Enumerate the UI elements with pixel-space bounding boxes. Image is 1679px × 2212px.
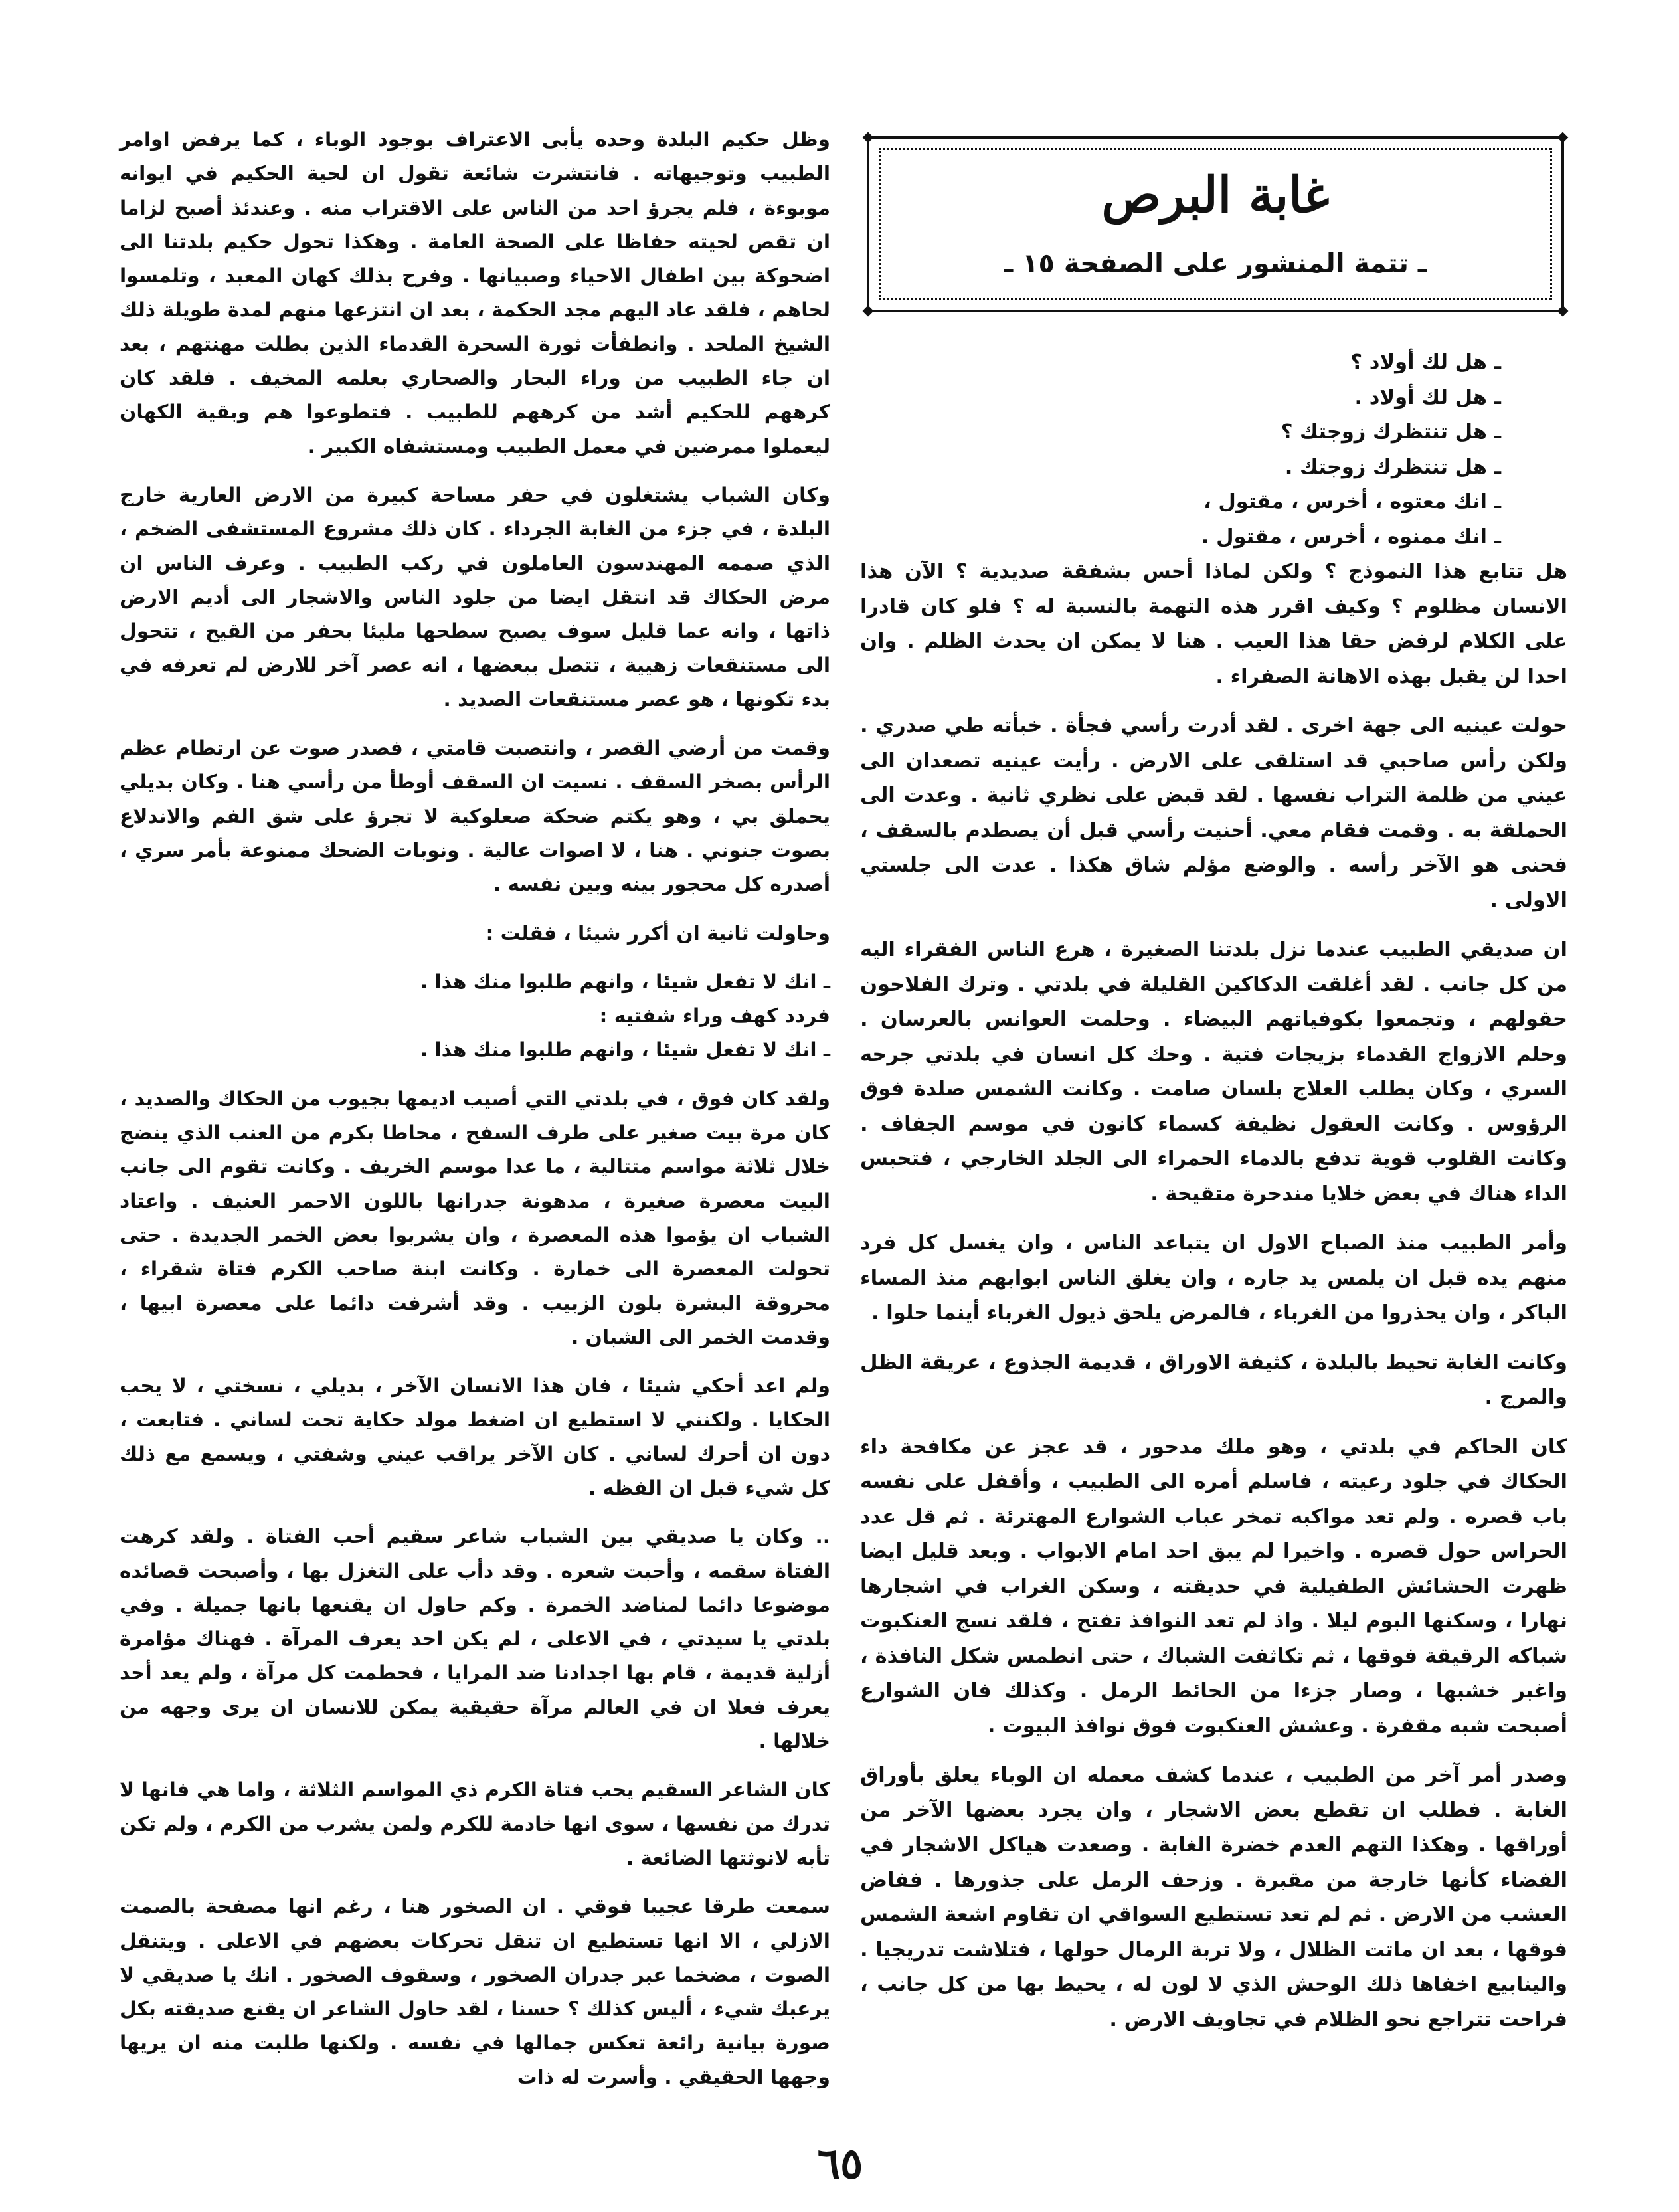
frame-corner-ornament: [1557, 132, 1569, 143]
body-paragraph: وحاولت ثانية ان أكرر شيئا ، فقلت :: [486, 921, 830, 945]
body-paragraph: كان الشاعر السقيم يحب فتاة الكرم ذي المواسم الثلاثة ، واما هي فانها لا تدرك من نفسها ، سوى انها خادمة للكرم ولمن يشرب من الكرم ، ولم تكن تأبه لانوثتها الضائعة .: [120, 1778, 830, 1870]
body-paragraph: وظل حكيم البلدة وحده يأبى الاعتراف بوجود الوباء ، كما يرفض اوامر الطبيب وتوجيهاته . فانتشرت شائعة تقول ان لحية الحكيم في ايوانه موبوءة ، فلم يجرؤ احد من الناس على الاقتراب منه . وعندئذ أصبح لزاما ان تقص لحيته حفاظا على الصحة العامة . وهكذا تحول حكيم بلدتنا الى اضحوكة بين اطفال الاحياء وصبيانها . وفرح بذلك كهان المعبد ، وتلمسوا لحاهم ، فلقد عاد اليهم مجد الحكمة ، بعد ان انتزعها منهم لمدة طويلة ذلك الشيخ الملحد . وانطفأت ثورة السحرة القدماء الذين بطلت مهنتهم ، بعد ان جاء الطبيب من وراء البحار والصحاري بعلمه المخيف . فلقد كان كرههم للحكيم أشد من كرههم للطبيب . فتطوعوا هم وبقية الكهان ليعملوا ممرضين في معمل الطبيب ومستشفاه الكبير .: [120, 128, 830, 458]
quoted-line: ـ انك لا تفعل شيئا ، وانهم طلبوا منك هذا .: [420, 1038, 830, 1062]
body-paragraph: .. وكان يا صديقي بين الشباب شاعر سقيم أحب الفتاة . ولقد كرهت الفتاة سقمه ، وأحبت شعره . وقد دأب على التغزل بها ، وأصبحت قصائده موضوعا دائما لمناضد الخمرة . وكم حاول ان يقنعها بانها جميلة . وفي بلدتي يا سيدتي ، في الاعلى ، لم يكن احد يعرف المرآة . فهناك مؤامرة أزلية قديمة ، قام بها اجدادنا ضد المرايا ، فحطمت كل مرآة ، ولم يعد أحد يعرف فعلا ان في العالم مرآة حقيقية يمكن للانسان ان يرى وجهه من خلالها .: [120, 1525, 830, 1754]
body-paragraph: ان صديقي الطبيب عندما نزل بلدتنا الصغيرة ، هرع الناس الفقراء اليه من كل جانب . لقد أغلقت الدكاكين القليلة في بلدتي . وترك الفلاحون حقولهم ، وتجمعوا بكوفياتهم البيضاء . وحلمت العوانس بالعرسان . وحلم الازواج القدماء بزيجات فتية . وحك كل انسان في بلدتي جرحه السري ، وكان يطلب العلاج بلسان صامت . وكانت الشمس صلدة فوق الرؤوس . وكانت العقول نظيفة كسماء كانون في موسم الجفاف . وكانت القلوب قوية تدفع بالدماء الحمراء الى الجلد الخارجي ، فتحبس الداء هناك في بعض خلايا مندحرة متقيحة .: [860, 938, 1567, 1206]
body-paragraph: سمعت طرقا عجيبا فوقي . ان الصخور هنا ، رغم انها مصفحة بالصمت الازلي ، الا انها تستطيع ان تنقل تحركات بعضهم في الاعلى . ويتنقل الصوت ، مضخما عبر جدران الصخور ، وسقوف الصخور . انك يا صديقي لا يرعبك شيء ، أليس كذلك ؟ حسنا ، لقد حاول الشاعر ان يقنع صديقته بكل صورة بيانية رائعة تعكس جمالها في نفسه . ولكنها طلبت منه ان يريها وجهها الحقيقي . وأسرت له ذات: [120, 1895, 830, 2089]
body-paragraph: ولقد كان فوق ، في بلدتي التي أصيب اديمها بجيوب من الحكاك والصديد ، كان مرة بيت صغير على طرف السفح ، محاطا بكرم من العنب الذي ينضج خلال ثلاثة مواسم متتالية ، ما عدا موسم الخريف . وكانت تقوم الى جانب البيت معصرة صغيرة ، مدهونة جدرانها باللون الاحمر العنيف . واعتاد الشباب ان يؤموا هذه المعصرة ، وان يشربوا بعض الخمر الجديدة . حتى تحولت المعصرة الى خمارة . وكانت ابنة صاحب الكرم فتاة شقراء ، محروقة البشرة بلون الزبيب . وقد أشرفت دائما على معصرة ابيها ، وقدمت الخمر الى الشبان .: [120, 1087, 830, 1349]
body-paragraph: كان الحاكم في بلدتي ، وهو ملك مدحور ، قد عجز عن مكافحة داء الحكاك في جلود رعيته ، فاسلم أمره الى الطبيب ، وأقفل على نفسه باب قصره . ولم تعد مواكبه تمخر عباب الشوارع المهترئة . ثم قل عدد الحراس حول قصره . واخيرا لم يبق احد امام الابواب . وبعد قليل ايضا ظهرت الحشائش الطفيلية في حديقته ، وسكن الغراب في اشجارها نهارا ، وسكنها البوم ليلا . واذ لم تعد النوافذ تفتح ، فلقد نسج العنكبوت شباكه الرقيقة فوقها ، ثم تكاثفت الشباك ، حتى انطمس شكل النافذة ، واغبر خشبها ، وصار جزءا من الحائط الرمل . وكذلك فان الشوارع أصبحت شبه مقفرة . وعشش العنكبوت فوق نوافذ البيوت .: [860, 1435, 1567, 1738]
left-column: [120, 123, 830, 2106]
body-paragraph: وقمت من أرضي القصر ، وانتصبت قامتي ، فصدر صوت عن ارتطام عظم الرأس بصخر السقف . نسيت ان السقف أوطأ من رأسي هنا . وكان بديلي يحملق بي ، وهو يكتم ضحكة صعلوكية لا تجرؤ على شق الفم والاندلاع بصوت جنوني . هنا ، لا اصوات عالية . ونوبات الضحك ممنوعة بأمر سري ، أصدره كل محجور بينه وبين نفسه .: [120, 737, 830, 897]
frame-corner-ornament: [863, 132, 874, 143]
dialogue-line: ـ انك معتوه ، أخرس ، مقتول ،: [1203, 490, 1501, 513]
dialogue-line: ـ هل لك أولاد .: [1354, 385, 1501, 409]
body-paragraph: وأمر الطبيب منذ الصباح الاول ان يتباعد الناس ، وان يغسل كل فرد منهم يده قبل ان يلمس يد جاره ، وان يغلق الناس ابوابهم منذ المساء الباكر ، وان يحذروا من الغرباء ، فالمرض يلحق ذيول الغرباء أينما حلوا .: [860, 1232, 1567, 1325]
body-paragraph: حولت عينيه الى جهة اخرى . لقد أدرت رأسي فجأة . خبأته طي صدري . ولكن رأس صاحبي قد استلقى على الارض . رأيت عينيه تصعدان الى عيني من ظلمة التراب نفسها . لقد قبض على نظري ثانية . وعدت الى الحملقة به . وقمت فقام معي. أحنيت رأسي قبل أن يصطدم بالسقف ، فحنى هو الآخر رأسه . والوضع مؤلم شاق هكذا . عدت الى جلستي الاولى .: [860, 714, 1567, 912]
right-column: [860, 345, 1567, 2106]
quoted-line: ـ انك لا تفعل شيئا ، وانهم طلبوا منك هذا .: [420, 970, 830, 994]
body-paragraph: هل تتابع هذا النموذج ؟ ولكن لماذا أحس بشفقة صديدية ؟ الآن هذا الانسان مظلوم ؟ وكيف اقرر هذه التهمة بالنسبة له ؟ فلو كان قادرا على الكلام لرفض حقا هذا العيب . هنا لا يمكن ان يحدث الظلم . وان احدا لن يقبل بهذه الاهانة الصفراء .: [860, 560, 1567, 688]
dialogue-line: ـ هل لك أولاد ؟: [1350, 351, 1501, 374]
article-title-box: [867, 136, 1564, 312]
page-number: ٦٥: [817, 2139, 863, 2189]
article-title: غابة البرص: [1101, 167, 1330, 224]
body-paragraph: وكانت الغابة تحيط بالبلدة ، كثيفة الاوراق ، قديمة الجذوع ، عريقة الظل والمرج .: [860, 1350, 1567, 1409]
reply-intro: فردد كهف وراء شفتيه :: [599, 1004, 830, 1028]
dialogue-line: ـ هل تنتظرك زوجتك ؟: [1281, 420, 1501, 444]
frame-corner-ornament: [863, 306, 874, 317]
dialogue-line: ـ هل تنتظرك زوجتك .: [1284, 455, 1501, 479]
frame-corner-ornament: [1557, 306, 1569, 317]
body-paragraph: وصدر أمر آخر من الطبيب ، عندما كشف معمله ان الوباء يعلق بأوراق الغابة . فطلب ان تقطع بعض الاشجار ، وان يجرد بعضها الآخر من أوراقها . وهكذا التهم العدم خضرة الغابة . وصعدت هياكل الاشجار في الفضاء كأنها خارجة من مقبرة . وزحف الرمل على جذورها . ففاض العشب من الارض . ثم لم تعد تستطيع السواقي ان تقاوم اشعة الشمس فوقها ، بعد ان ماتت الظلال ، ولا تربة الرمال حولها ، فتلاشت تدريجيا . والينابيع اخفاها ذلك الوحش الذي لا لون له ، يحيط بها من كل جانب ، فراحت تتراجع نحو الظلام في تجاويف الارض .: [860, 1764, 1567, 2031]
continuation-note: ـ تتمة المنشور على الصفحة ١٥ ـ: [1004, 248, 1427, 279]
dialogue-line: ـ انك ممنوه ، أخرس ، مقتول .: [1201, 525, 1501, 549]
body-paragraph: وكان الشباب يشتغلون في حفر مساحة كبيرة من الارض العارية خارج البلدة ، في جزء من الغابة الجرداء . كان ذلك مشروع المستشفى الضخم ، الذي صممه المهندسون العاملون في ركب الطبيب . وعرف الناس ان مرض الحكاك قد انتقل ايضا من جلود الناس والاشجار الى أديم الارض ذاتها ، وانه عما قليل سوف يصبح سطحها مليئا بحفر من القيح ، تتحول الى مستنقعات زهيية ، تتصل ببعضها ، انه عصر آخر للارض لم تعرفه في بدء تكونها ، هو عصر مستنقعات الصديد .: [120, 483, 830, 711]
body-paragraph: ولم اعد أحكي شيئا ، فان هذا الانسان الآخر ، بديلي ، نسختي ، لا يحب الحكايا . ولكنني لا استطيع ان اضغط مولد حكاية تحت لساني . فتابعت ، دون ان أحرك لساني . كان الآخر يراقب عيني وشفتي ، ويسمع مع ذلك كل شيء قبل ان الفظه .: [120, 1374, 830, 1500]
